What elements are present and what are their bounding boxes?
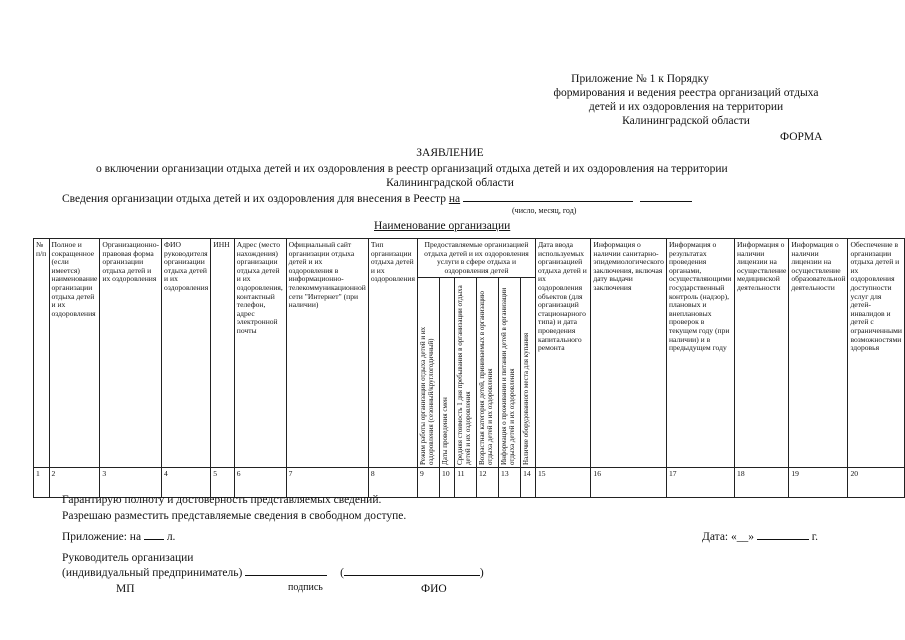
appendix-line3: детей и их оздоровления на территории — [588, 101, 784, 113]
col-header-19: Информация о наличии лицензии на осуществление образовательной деятельности — [789, 239, 848, 468]
col-number: 10 — [440, 468, 455, 498]
col-number: 6 — [234, 468, 286, 498]
col-header-16: Информация о наличии санитарно-эпидемиологического заключения, включая дату выдачи заключения — [591, 239, 667, 468]
service-header-10: Даты проведения смен — [440, 278, 455, 468]
appendix-line2: формирования и ведения реестра организаций отдыха — [553, 87, 819, 99]
col-header-7: Официальный сайт организации отдыха детей и их оздоровления в информационно-телекоммуникационной сети "Интернет" (при наличии) — [286, 239, 368, 468]
col-header-3: Организационно-правовая форма организации отдыха детей и их оздоровления — [100, 239, 162, 468]
head-line2: (индивидуальный предприниматель) ( ) — [62, 567, 484, 579]
col-number: 5 — [211, 468, 235, 498]
col-number: 11 — [455, 468, 477, 498]
service-header-11: Средняя стоимость 1 дня пребывания в организации отдыха детей и их оздоровления — [455, 278, 477, 468]
col-header-15: Дата ввода используемых организацией отдыха детей и их оздоровления объектов (для организаций стационарного типа) и дата проведения капитального ремонта — [536, 239, 591, 468]
appendix-line4: Калининградской области — [622, 115, 750, 127]
col-number: 16 — [591, 468, 667, 498]
signature-label: подпись — [288, 582, 323, 593]
attachment-line: Приложение: на л. — [62, 531, 176, 543]
col-header-2: Полное и сокращенное (если имеется) наименование организации отдыха детей и их оздоровления — [49, 239, 100, 468]
services-group-header: Предоставляемые организацией отдыха детей и их оздоровления услуги в сфере отдыха и оздоровления детей — [417, 239, 535, 278]
col-number: 2 — [49, 468, 100, 498]
mp-label: МП — [116, 583, 135, 595]
col-number: 7 — [286, 468, 368, 498]
signature-field[interactable] — [245, 575, 327, 576]
col-header-18: Информация о наличии лицензии на осуществление медицинской деятельности — [735, 239, 789, 468]
col-header-6: Адрес (место нахождения) организации отдыха детей и их оздоровления, контактный телефон, адрес электронной почты — [234, 239, 286, 468]
service-header-13: Информация о проживании и питании детей в организации отдыха детей и их оздоровления — [499, 278, 521, 468]
head-line1: Руководитель организации — [62, 552, 194, 564]
form-label: ФОРМА — [780, 131, 823, 143]
date-hint: (число, месяц, год) — [512, 206, 577, 215]
col-number: 4 — [162, 468, 211, 498]
col-number: 8 — [368, 468, 417, 498]
permission-text: Разрешаю разместить представляемые сведения в свободном доступе. — [62, 510, 407, 522]
col-number: 9 — [417, 468, 439, 498]
col-header-5: ИНН — [211, 239, 235, 468]
document-title: ЗАЯВЛЕНИЕ — [416, 147, 484, 159]
date-month-field[interactable] — [757, 539, 809, 540]
appendix-line1: Приложение № 1 к Порядку — [571, 73, 709, 85]
registry-table — [33, 238, 905, 498]
org-name-label: Наименование организации — [374, 220, 511, 232]
col-header-8: Тип организации отдыха детей и их оздоровления — [368, 239, 417, 468]
col-header-1: № п/п — [34, 239, 50, 468]
col-header-20: Обеспечение в организации отдыха детей и их оздоровления доступности услуг для детей-инвалидов и детей с ограниченными возможностями здоровья — [848, 239, 905, 468]
date-line: Дата: «__» г. — [702, 531, 819, 543]
registry-on-label: на — [448, 193, 461, 205]
fio-label: ФИО — [421, 583, 447, 595]
col-number: 14 — [521, 468, 536, 498]
col-number: 20 — [848, 468, 905, 498]
title-line1: о включении организации отдыха детей и их оздоровления в реестр организаций отдыха детей и их оздоровления на территории — [96, 163, 728, 175]
col-header-17: Информация о результатах проведения органами, осуществляющими государственный контроль (надзор), плановых и внеплановых проверок в текущем году (при наличии) и в предыдущем году — [666, 239, 734, 468]
col-number: 15 — [536, 468, 591, 498]
registry-date-field[interactable] — [463, 201, 633, 202]
registry-year-field[interactable] — [640, 201, 692, 202]
service-header-14: Наличие оборудованного места для купания — [521, 278, 536, 468]
attachment-pages-field[interactable] — [144, 539, 164, 540]
col-number: 18 — [735, 468, 789, 498]
guarantee-text: Гарантирую полноту и достоверность представляемых сведений. — [62, 494, 382, 506]
fio-field[interactable] — [344, 575, 480, 576]
col-header-4: ФИО руководителя организации отдыха детей и их оздоровления — [162, 239, 211, 468]
col-number: 3 — [100, 468, 162, 498]
col-number: 12 — [476, 468, 498, 498]
col-number: 13 — [499, 468, 521, 498]
col-number: 1 — [34, 468, 50, 498]
col-number: 19 — [789, 468, 848, 498]
title-line2: Калининградской области — [386, 177, 514, 189]
col-number: 17 — [666, 468, 734, 498]
registry-info-text: Сведения организации отдыха детей и их оздоровления для внесения в Реестр на — [62, 192, 692, 206]
service-header-12: Возрастная категория детей, принимаемых в организацию отдыха детей и их оздоровления — [476, 278, 498, 468]
service-header-9: Режим работы организации отдыха детей и их оздоровления (сезонный/круглогодичный) — [417, 278, 439, 468]
